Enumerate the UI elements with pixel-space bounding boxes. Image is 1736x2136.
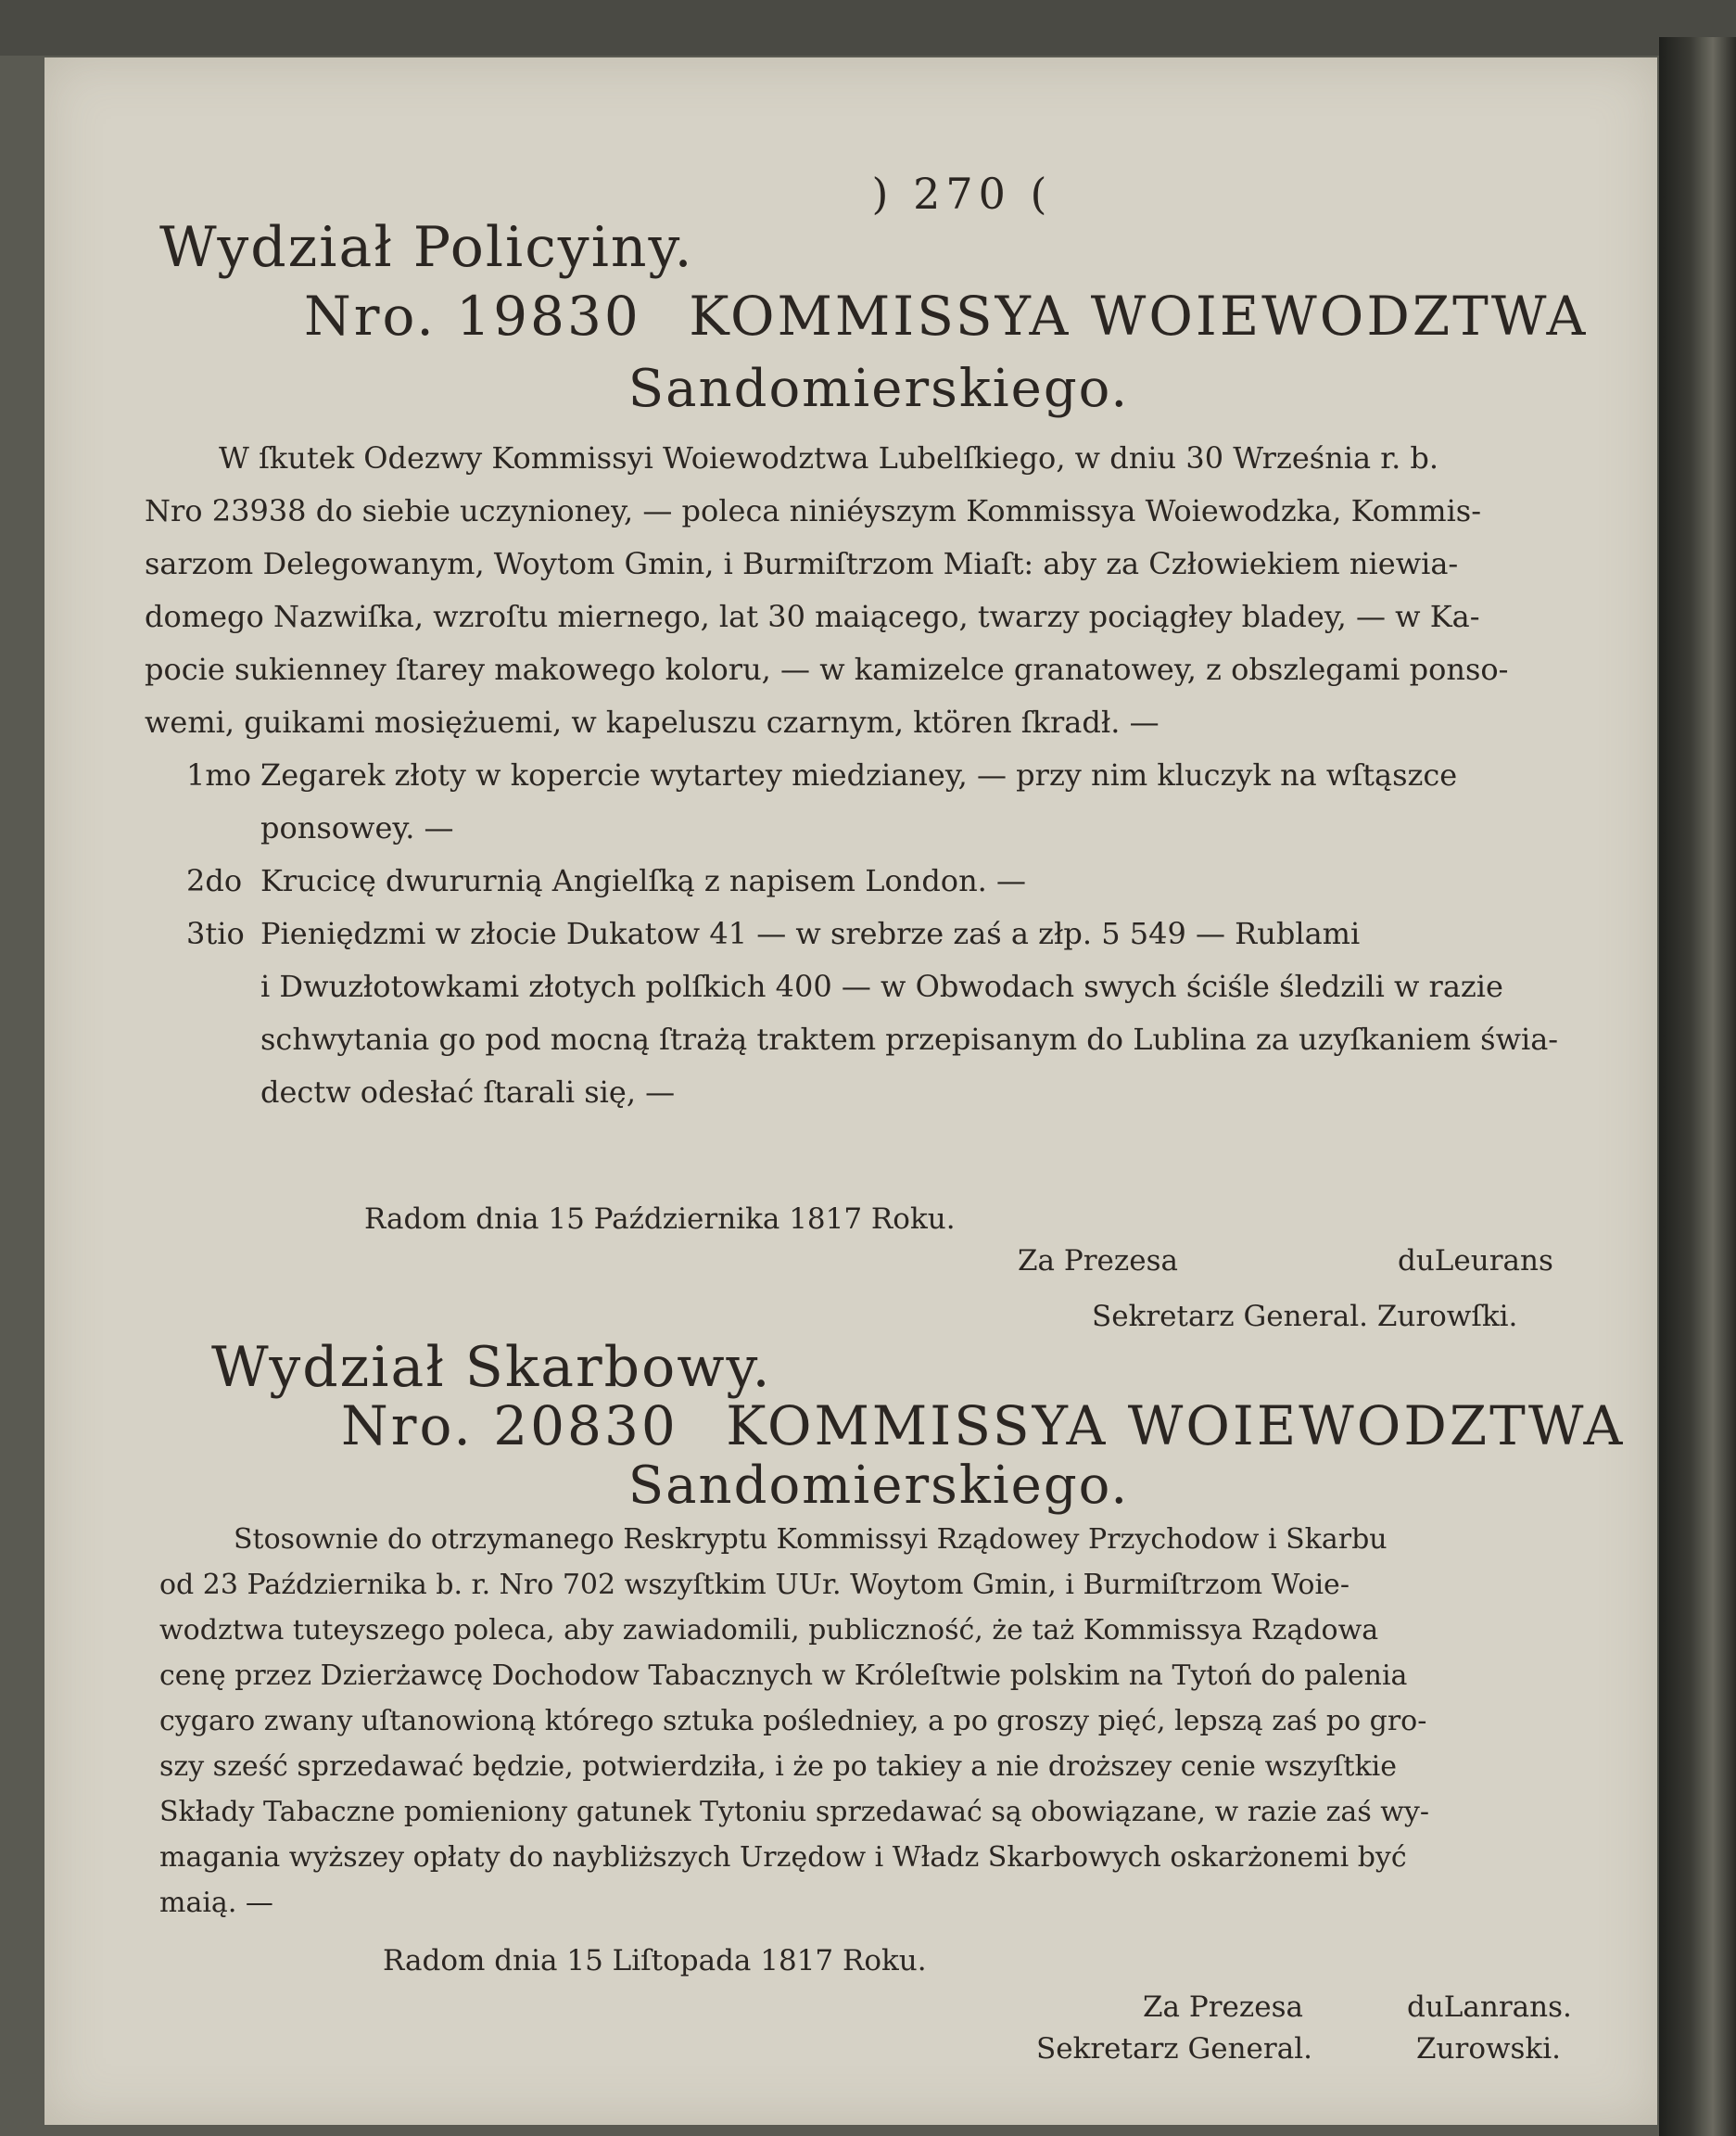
notice2-line: Stosownie do otrzymanego Reskryptu Kommissyi Rządowey Przychodow i Skarbu xyxy=(234,1523,1388,1556)
scan-background-top xyxy=(0,0,1736,56)
notice2-subheading: Sandomierskiego. xyxy=(627,1456,1130,1516)
notice1-date: Radom dnia 15 Października 1817 Roku. xyxy=(364,1202,956,1236)
notice1-sig-for: Za Prezesa xyxy=(1018,1244,1178,1278)
notice2-body xyxy=(159,1517,1429,1926)
notice1-line: wemi, guikami mosiężuemi, w kapeluszu czarnym, ktören ſkradł. — xyxy=(145,705,1159,740)
list-number: 3tio xyxy=(186,916,245,951)
notice1-secretary: Sekretarz General. Zurowſki. xyxy=(1092,1300,1518,1333)
notice1-tail-line: dectw odesłać ſtarali się, — xyxy=(260,1074,676,1110)
notice1-line: W ſkutek Odezwy Kommissyi Woiewodztwa Lubelſkiego, w dniu 30 Września r. b. xyxy=(219,440,1439,476)
notice2-line: maią. — xyxy=(159,1887,273,1919)
notice1-line: domego Nazwiſka, wzroſtu miernego, lat 30 maiącego, twarzy pociągłey bladey, — w Ka- xyxy=(145,599,1480,634)
notice2-line: wodztwa tuteyszego poleca, aby zawiadomili, publiczność, że taż Kommissya Rządowa xyxy=(159,1614,1379,1646)
notice1-list-item xyxy=(145,749,1558,802)
notice1-body xyxy=(145,432,1558,1119)
notice2-line: Składy Tabaczne pomieniony gatunek Tytoniu sprzedawać są obowiązane, w razie zaś wy- xyxy=(159,1796,1430,1828)
notice2-heading-line xyxy=(341,1394,1625,1457)
book-binding-edge xyxy=(1659,37,1736,2136)
list-continuation: ponsowey. — xyxy=(260,810,454,846)
notice2-number: Nro. 20830 xyxy=(341,1394,678,1457)
notice2-line: cenę przez Dzierżawcę Dochodow Tabacznych w Króleſtwie polskim na Tytoń do palenia xyxy=(159,1659,1408,1692)
notice1-tail-line: schwytania go pod mocną ſtrażą traktem przepisanym do Lublina za uzyſkaniem świa- xyxy=(260,1022,1559,1057)
notice1-line: pocie sukienney ſtarey makowego koloru, — w kamizelce granatowey, z obszlegami ponso- xyxy=(145,652,1509,687)
notice2-secretary-name: Zurowski. xyxy=(1416,2032,1561,2066)
department-title-police: Wydział Policyiny. xyxy=(159,215,694,280)
notice2-sig-for: Za Prezesa xyxy=(1143,1990,1303,2024)
page-number: ) 270 ( xyxy=(871,169,1053,219)
notice1-heading: KOMMISSYA WOIEWODZTWA xyxy=(689,285,1589,348)
notice1-line: sarzom Delegowanym, Woytom Gmin, i Burmiſtrzom Miaſt: aby za Człowiekiem niewia- xyxy=(145,546,1459,581)
list-number: 1mo xyxy=(186,757,251,793)
notice2-line: cygaro zwany uſtanowioną którego sztuka pośledniey, a po groszy pięć, lepszą zaś po gro- xyxy=(159,1705,1427,1737)
list-text: Krucicę dwururnią Angielſką z napisem London. — xyxy=(260,863,1027,898)
notice2-secretary: Sekretarz General. xyxy=(1036,2032,1312,2066)
notice1-list-item xyxy=(145,908,1558,960)
notice1-tail-line: i Dwuzłotowkami złotych polſkich 400 — w Obwodach swych ściśle śledzili w razie xyxy=(260,969,1503,1004)
notice2-line: od 23 Października b. r. Nro 702 wszyſtkim UUr. Woytom Gmin, i Burmiſtrzom Woie- xyxy=(159,1569,1350,1601)
department-title-treasury: Wydział Skarbowy. xyxy=(211,1335,772,1400)
notice2-date: Radom dnia 15 Liſtopada 1817 Roku. xyxy=(383,1944,927,1977)
notice1-signature-name: duLeurans xyxy=(1398,1244,1553,1278)
notice1-subheading: Sandomierskiego. xyxy=(627,359,1130,419)
document-page xyxy=(44,57,1657,2125)
notice2-line: szy sześć sprzedawać będzie, potwierdziła, i że po takiey a nie droższey cenie wszyſtkie xyxy=(159,1750,1397,1783)
list-text: Zegarek złoty w kopercie wytartey miedzianey, — przy nim kluczyk na wſtąszce xyxy=(260,757,1458,793)
notice1-list-item xyxy=(145,855,1558,908)
notice1-number: Nro. 19830 xyxy=(304,285,641,348)
list-text: Pieniędzmi w złocie Dukatow 41 — w srebrze zaś a złp. 5 549 — Rublami xyxy=(260,916,1361,951)
notice2-heading: KOMMISSYA WOIEWODZTWA xyxy=(726,1394,1626,1457)
notice1-line: Nro 23938 do siebie uczynioney, — poleca niniéyszym Kommissya Woiewodzka, Kommis- xyxy=(145,493,1482,528)
list-number: 2do xyxy=(186,863,243,898)
notice2-line: magania wyższey opłaty do naybliższych Urzędow i Władz Skarbowych oskarżonemi być xyxy=(159,1841,1407,1874)
notice1-heading-line xyxy=(304,285,1588,348)
notice2-signature-name: duLanrans. xyxy=(1407,1990,1572,2024)
